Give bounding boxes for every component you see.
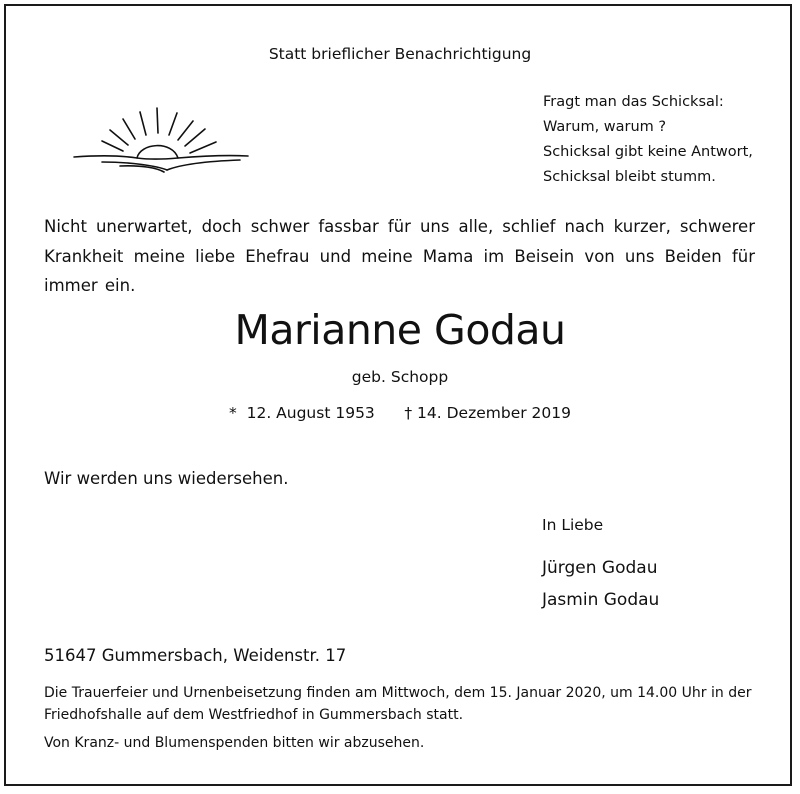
- birth-symbol: *: [228, 404, 237, 422]
- header-title: Statt brieflicher Benachrichtigung: [268, 45, 532, 63]
- intro-text: Nicht unerwartet, doch schwer fassbar für uns alle, schlief nach kurzer, schwerer Krankheit meine liebe Ehefrau und meine Mama im Beisein von uns Beiden für immer ein.: [44, 217, 755, 295]
- death-date: 14. Dezember 2019: [417, 404, 571, 422]
- ceremony-notice: Die Trauerfeier und Urnenbeisetzung finden am Mittwoch, dem 15. Januar 2020, um 14.00 Uhr in der Friedhofshalle auf dem Westfriedhof in Gummersbach statt.: [44, 685, 752, 723]
- address: 51647 Gummersbach, Weidenstr. 17: [44, 646, 347, 665]
- poem-line: Warum, warum ?: [543, 119, 667, 135]
- life-dates: [0, 404, 800, 422]
- poem-line: Fragt man das Schicksal:: [543, 94, 724, 110]
- death-symbol: †: [404, 404, 413, 422]
- deceased-name: Marianne Godau: [234, 306, 566, 354]
- flowers-notice: Von Kranz- und Blumenspenden bitten wir abzusehen.: [44, 735, 425, 751]
- poem-line: Schicksal bleibt stumm.: [543, 169, 716, 185]
- poem-line: Schicksal gibt keine Antwort,: [543, 144, 753, 160]
- farewell-text: Wir werden uns wiedersehen.: [44, 469, 289, 488]
- signer-name: Jasmin Godau: [542, 590, 660, 610]
- birth-date: 12. August 1953: [246, 404, 375, 422]
- sunset-icon: [72, 100, 250, 180]
- signature-greeting: In Liebe: [542, 516, 604, 534]
- signer-name: Jürgen Godau: [542, 558, 658, 578]
- poem: [543, 90, 753, 190]
- maiden-name: geb. Schopp: [351, 368, 449, 386]
